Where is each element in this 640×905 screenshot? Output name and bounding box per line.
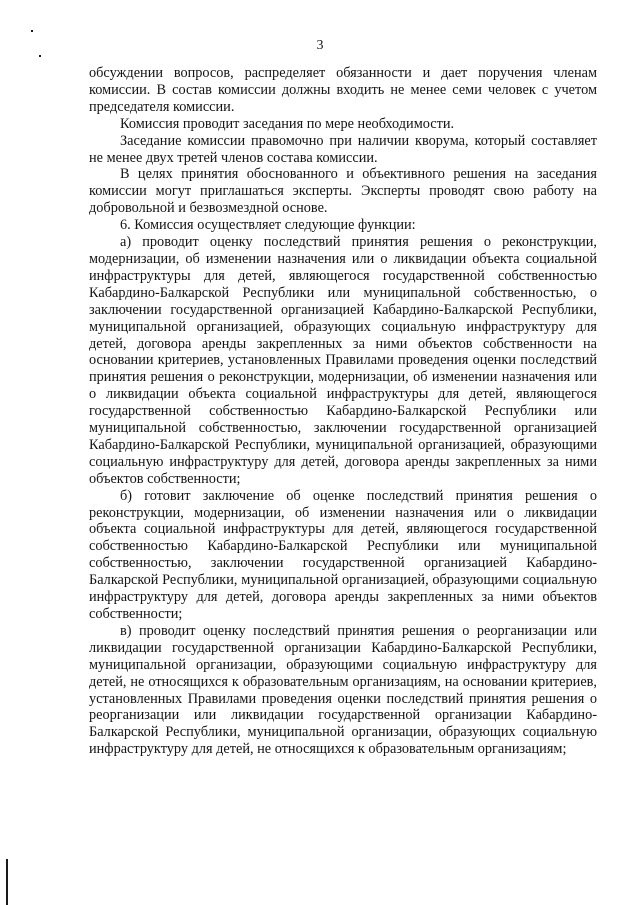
paragraph-function-a: а) проводит оценку последствий принятия решения о реконструкции, модернизации, об изменении назначения или о ликвидации объекта социальной инфраструктуры для детей, являющегося государственной собственностью Кабардино-Балкарской Республики или муниципальной собственностью, о заключении государственной организацией Кабардино-Балкарской Республики, муниципальной организацией, образующих социальную инфраструктуру для детей, договора аренды закрепленных за ними объектов собственности на основании критериев, установленных Правилами проведения оценки последствий принятия решения о реконструкции, модернизации, об изменении назначения или о ликвидации объекта социальной инфраструктуры для детей, являющегося государственной собственностью Кабардино-Балкарской Республики или муниципальной собственностью, заключении государственной организацией Кабардино-Балкарской Республики, муниципальной организацией, образующими социальную инфраструктуру для детей, договора аренды закрепленных за ними объектов собственности; — [89, 234, 597, 487]
scan-dot-mid — [39, 55, 41, 57]
paragraph-functions-heading: 6. Комиссия осуществляет следующие функции: — [120, 217, 416, 234]
paragraph-function-v: в) проводит оценку последствий принятия решения о реорганизации или ликвидации государственной организации Кабардино-Балкарской Республики, муниципальной организации, образующими социальную инфраструктуру для детей, не относящихся к образовательным организациям, на основании критериев, установленных Правилами проведения оценки последствий принятия решения о реорганизации или ликвидации государственной организации Кабардино-Балкарской Республики, муниципальной организации, образующих социальную инфраструктуру для детей, не относящихся к образовательным организациям; — [89, 622, 597, 758]
paragraph-meetings: Комиссия проводит заседания по мере необходимости. — [120, 115, 455, 132]
page-number: 3 — [316, 38, 324, 53]
paragraph-commission-duties: обсуждении вопросов, распределяет обязанности и дает поручения членам комиссии. В состав комиссии должны входить не менее семи человек с учетом председателя комиссии. — [89, 65, 597, 115]
scan-line-left — [6, 859, 8, 905]
document-body — [89, 65, 597, 758]
paragraph-function-b: б) готовит заключение об оценке последствий принятия решения о реконструкции, модернизации, об изменении назначения или о ликвидации объекта социальной инфраструктуры для детей, являющегося государственной собственностью Кабардино-Балкарской Республики или муниципальной собственностью, заключении государственной организацией Кабардино-Балкарской Республики, муниципальной организацией, образующими социальную инфраструктуру для детей, договора аренды закрепленных за ними объектов собственности; — [89, 487, 597, 622]
paragraph-quorum: Заседание комиссии правомочно при наличии кворума, который составляет не менее двух третей членов состава комиссии. — [89, 132, 597, 166]
scan-dot-top — [31, 30, 33, 32]
paragraph-experts: В целях принятия обоснованного и объективного решения на заседания комиссии могут приглашаться эксперты. Эксперты проводят свою работу на добровольной и безвозмездной основе. — [89, 166, 597, 217]
